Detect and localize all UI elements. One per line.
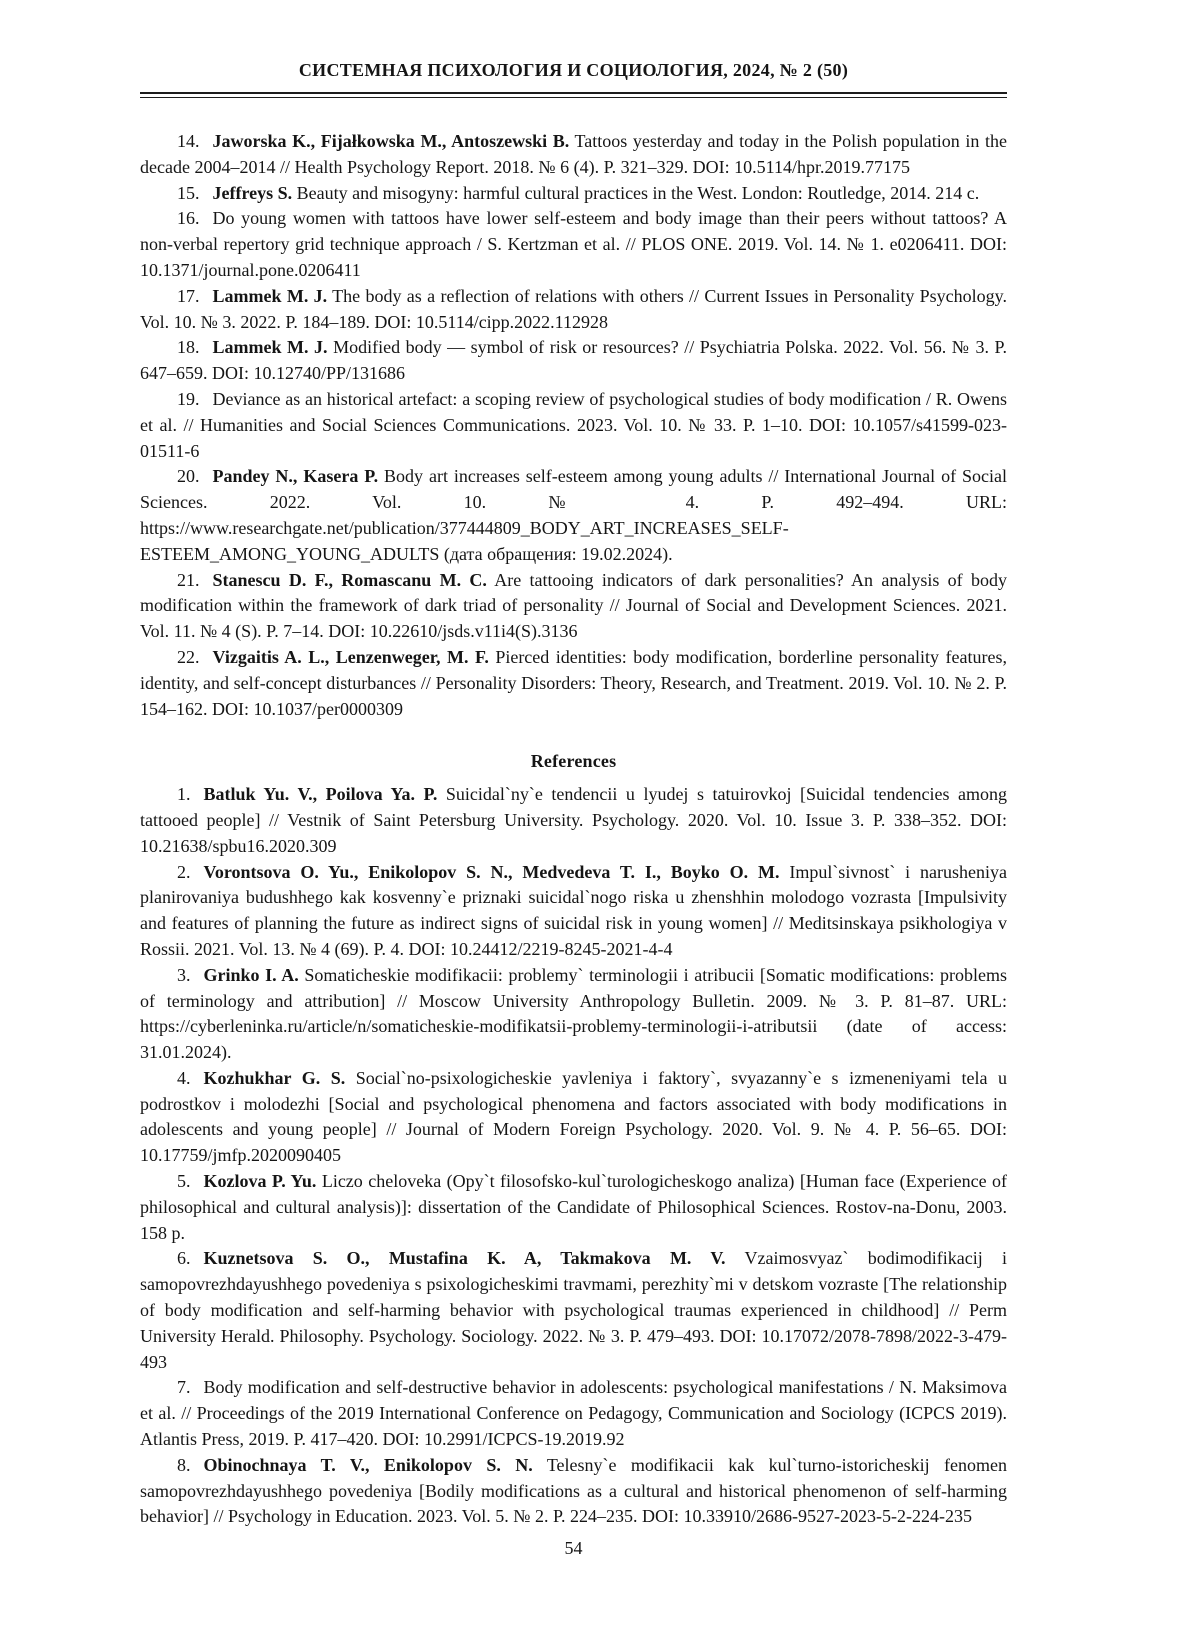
reference-authors: Lammek M. J.	[212, 285, 328, 306]
reference-entry	[140, 568, 1007, 645]
reference-entry	[140, 129, 1007, 181]
reference-number: 16.	[177, 208, 200, 229]
reference-entry	[140, 963, 1007, 1066]
reference-entry	[140, 1375, 1007, 1452]
reference-number: 7.	[177, 1377, 191, 1398]
reference-text: Are tattooing indicators of dark personalities? An analysis of body modification within the framework of dark triad of personality // Journal of Social and Development Sciences. 2021. Vol. 11. № 4 (S). P. 7–14. DOI: 10.22610/jsds.v11i4(S).3136	[140, 569, 1007, 642]
reference-text: Do young women with tattoos have lower self-esteem and body image than their peers without tattoos? A non-verbal repertory grid technique approach / S. Kertzman et al. // PLOS ONE. 2019. Vol. 14. № 1. e0206411. DOI: 10.1371/journal.pone.0206411	[140, 208, 1007, 280]
reference-text: Deviance as an historical artefact: a scoping review of psychological studies of body modification / R. Owens et al. // Humanities and Social Sciences Communications. 2023. Vol. 10. № 33. P. 1–10. DOI: 10.1057/s41599-023-01511-6	[140, 388, 1007, 461]
reference-entry	[140, 1066, 1007, 1169]
reference-entry	[140, 645, 1007, 722]
reference-number: 17.	[177, 285, 200, 306]
reference-text: Impul`sivnost` i narusheniya planirovaniya budushhego kak kosvenny`e priznaki suicidal`nogo riska u zhenshhin molodogo vozrasta [Impulsivity and features of planning the future as indirect signs of suicidal risk in young women] // Meditsinskaya psikhologiya v Rossii. 2021. Vol. 13. № 4 (69). P. 4. DOI: 10.24412/2219-8245-2021-4-4	[140, 861, 1007, 959]
reference-entry	[140, 181, 1007, 207]
reference-text: The body as a reflection of relations with others // Current Issues in Personality Psychology. Vol. 10. № 3. 2022. P. 184–189. DOI: 10.5114/cipp.2022.112928	[140, 285, 1007, 332]
reference-text: Tattoos yesterday and today in the Polish population in the decade 2004–2014 // Health Psychology Report. 2018. № 6 (4). P. 321–329. DOI: 10.5114/hpr.2019.77175	[140, 131, 1007, 177]
reference-entry	[140, 1169, 1007, 1246]
reference-authors: Vorontsova O. Yu., Enikolopov S. N., Medvedeva T. I., Boyko O. M.	[203, 861, 780, 882]
reference-authors: Stanescu D. F., Romascanu M. C.	[212, 569, 487, 590]
reference-entry	[140, 206, 1007, 283]
reference-text: Beauty and misogyny: harmful cultural practices in the West. London: Routledge, 2014. 214 с.	[292, 182, 980, 203]
reference-text: Vzaimosvyaz` bodimodifikacij i samopovrezhdayushhego povedeniya s psixologicheskimi travmami, perezhity`mi v detskom vozraste [The relationship of body modification and self-harming behavior with psychological traumas experienced in childhood] // Perm University Herald. Philosophy. Psychology. Sociology. 2022. № 3. P. 479–493. DOI: 10.17072/2078-7898/2022-3-479-493	[140, 1248, 1007, 1372]
reference-number: 1.	[177, 784, 191, 805]
reference-entry	[140, 860, 1007, 963]
reference-authors: Obinochnaya T. V., Enikolopov S. N.	[203, 1454, 533, 1475]
reference-text: Modified body — symbol of risk or resources? // Psychiatria Polska. 2022. Vol. 56. № 3. P. 647–659. DOI: 10.12740/PP/131686	[140, 337, 1007, 384]
reference-authors: Jaworska K., Fijałkowska M., Antoszewski B.	[212, 131, 570, 151]
reference-number: 5.	[177, 1171, 191, 1192]
reference-entry	[140, 782, 1007, 859]
reference-number: 18.	[177, 337, 200, 358]
reference-entry	[140, 1453, 1007, 1530]
reference-authors: Kozhukhar G. S.	[203, 1067, 346, 1088]
references-heading: References	[530, 751, 617, 772]
reference-text: Telesny`e modifikacii kak kul`turno-istoricheskij fenomen samopovrezhdayushhego povedeniya [Bodily modifications as a cultural and historical phenomenon of self-harming behavior] // Psychology in Education. 2023. Vol. 5. № 2. P. 224–235. DOI: 10.33910/2686-9527-2023-5-2-224-235	[140, 1454, 1007, 1527]
reference-number: 8.	[177, 1454, 191, 1475]
reference-text: Somaticheskie modifikacii: problemy` terminologii i atribucii [Somatic modifications: problems of terminology and attribution] // Moscow University Anthropology Bulletin. 2009. № 3. P. 81–87. URL: https://cyberleninka.ru/article/n/somaticheskie-modifikatsii-problemy-terminologii-i-atributsii (date of access: 31.01.2024).	[140, 964, 1007, 1063]
reference-number: 2.	[177, 861, 191, 882]
reference-entry	[140, 1246, 1007, 1375]
reference-authors: Kuznetsova S. O., Mustafina K. A, Takmakova M. V.	[203, 1248, 726, 1269]
reference-text: Body modification and self-destructive behavior in adolescents: psychological manifestations / N. Maksimova et al. // Proceedings of the 2019 International Conference on Pedagogy, Communication and Sociology (ICPCS 2019). Atlantis Press, 2019. P. 417–420. DOI: 10.2991/ICPCS-19.2019.92	[140, 1377, 1007, 1450]
reference-number: 20.	[177, 466, 200, 487]
reference-authors: Grinko I. A.	[203, 964, 299, 985]
reference-text: Social`no-psixologicheskie yavleniya i faktory`, svyazanny`e s izmeneniyami tela u podrostkov i molodezhi [Social and psychological phenomena and factors associated with body modifications in adolescents and young people] // Journal of Modern Foreign Psychology. 2020. Vol. 9. № 4. P. 56–65. DOI: 10.17759/jmfp.2020090405	[140, 1067, 1008, 1166]
bibliography-section	[140, 129, 1007, 1530]
reference-text: Liczo cheloveka (Opy`t filosofsko-kul`turologicheskogo analiza) [Human face (Experience of philosophical and cultural analysis)]: dissertation of the Candidate of Philosophical Sciences. Rostov-na-Donu, 2003. 158 p.	[140, 1171, 1007, 1243]
reference-authors: Lammek M. J.	[212, 337, 328, 358]
header-double-rule	[140, 92, 1007, 98]
reference-authors: Vizgaitis A. L., Lenzenweger, M. F.	[212, 646, 489, 667]
reference-text: Pierced identities: body modification, borderline personality features, identity, and self-concept disturbances // Personality Disorders: Theory, Research, and Treatment. 2019. Vol. 10. № 2. P. 154–162. DOI: 10.1037/per0000309	[140, 646, 1007, 719]
reference-number: 21.	[177, 569, 200, 590]
reference-entry	[140, 284, 1007, 336]
reference-number: 3.	[177, 964, 191, 985]
reference-entry	[140, 464, 1007, 567]
journal-title: СИСТЕМНАЯ ПСИХОЛОГИЯ И СОЦИОЛОГИЯ, 2024, № 2 (50)	[298, 60, 849, 80]
reference-authors: Pandey N., Kasera P.	[212, 466, 379, 487]
reference-authors: Kozlova P. Yu.	[203, 1171, 317, 1192]
running-head	[140, 60, 1007, 98]
reference-number: 22.	[177, 646, 200, 667]
reference-number: 4.	[177, 1067, 191, 1088]
reference-entry	[140, 335, 1007, 387]
reference-number: 6.	[177, 1248, 191, 1269]
reference-text: Suicidal`ny`e tendencii u lyudej s tatuirovkoj [Suicidal tendencies among tattooed people] // Vestnik of Saint Petersburg University. Psychology. 2020. Vol. 10. Issue 3. P. 338–352. DOI: 10.21638/spbu16.2020.309	[140, 784, 1007, 856]
reference-entry	[140, 387, 1007, 464]
reference-text: Body art increases self-esteem among young adults // International Journal of Social Sciences. 2022. Vol. 10. № 4. P. 492–494. URL: https://www.researchgate.net/publication/377444809_BODY_ART_INCREASES_SELF-ESTEEM_AMONG_YOUNG_ADULTS (дата обращения: 19.02.2024).	[140, 466, 1007, 564]
reference-authors: Jeffreys S.	[212, 182, 293, 203]
reference-number: 14.	[177, 131, 200, 151]
reference-number: 15.	[177, 182, 200, 203]
reference-number: 19.	[177, 388, 200, 409]
page-number: 54	[564, 1538, 583, 1558]
reference-authors: Batluk Yu. V., Poilova Ya. P.	[203, 784, 438, 805]
